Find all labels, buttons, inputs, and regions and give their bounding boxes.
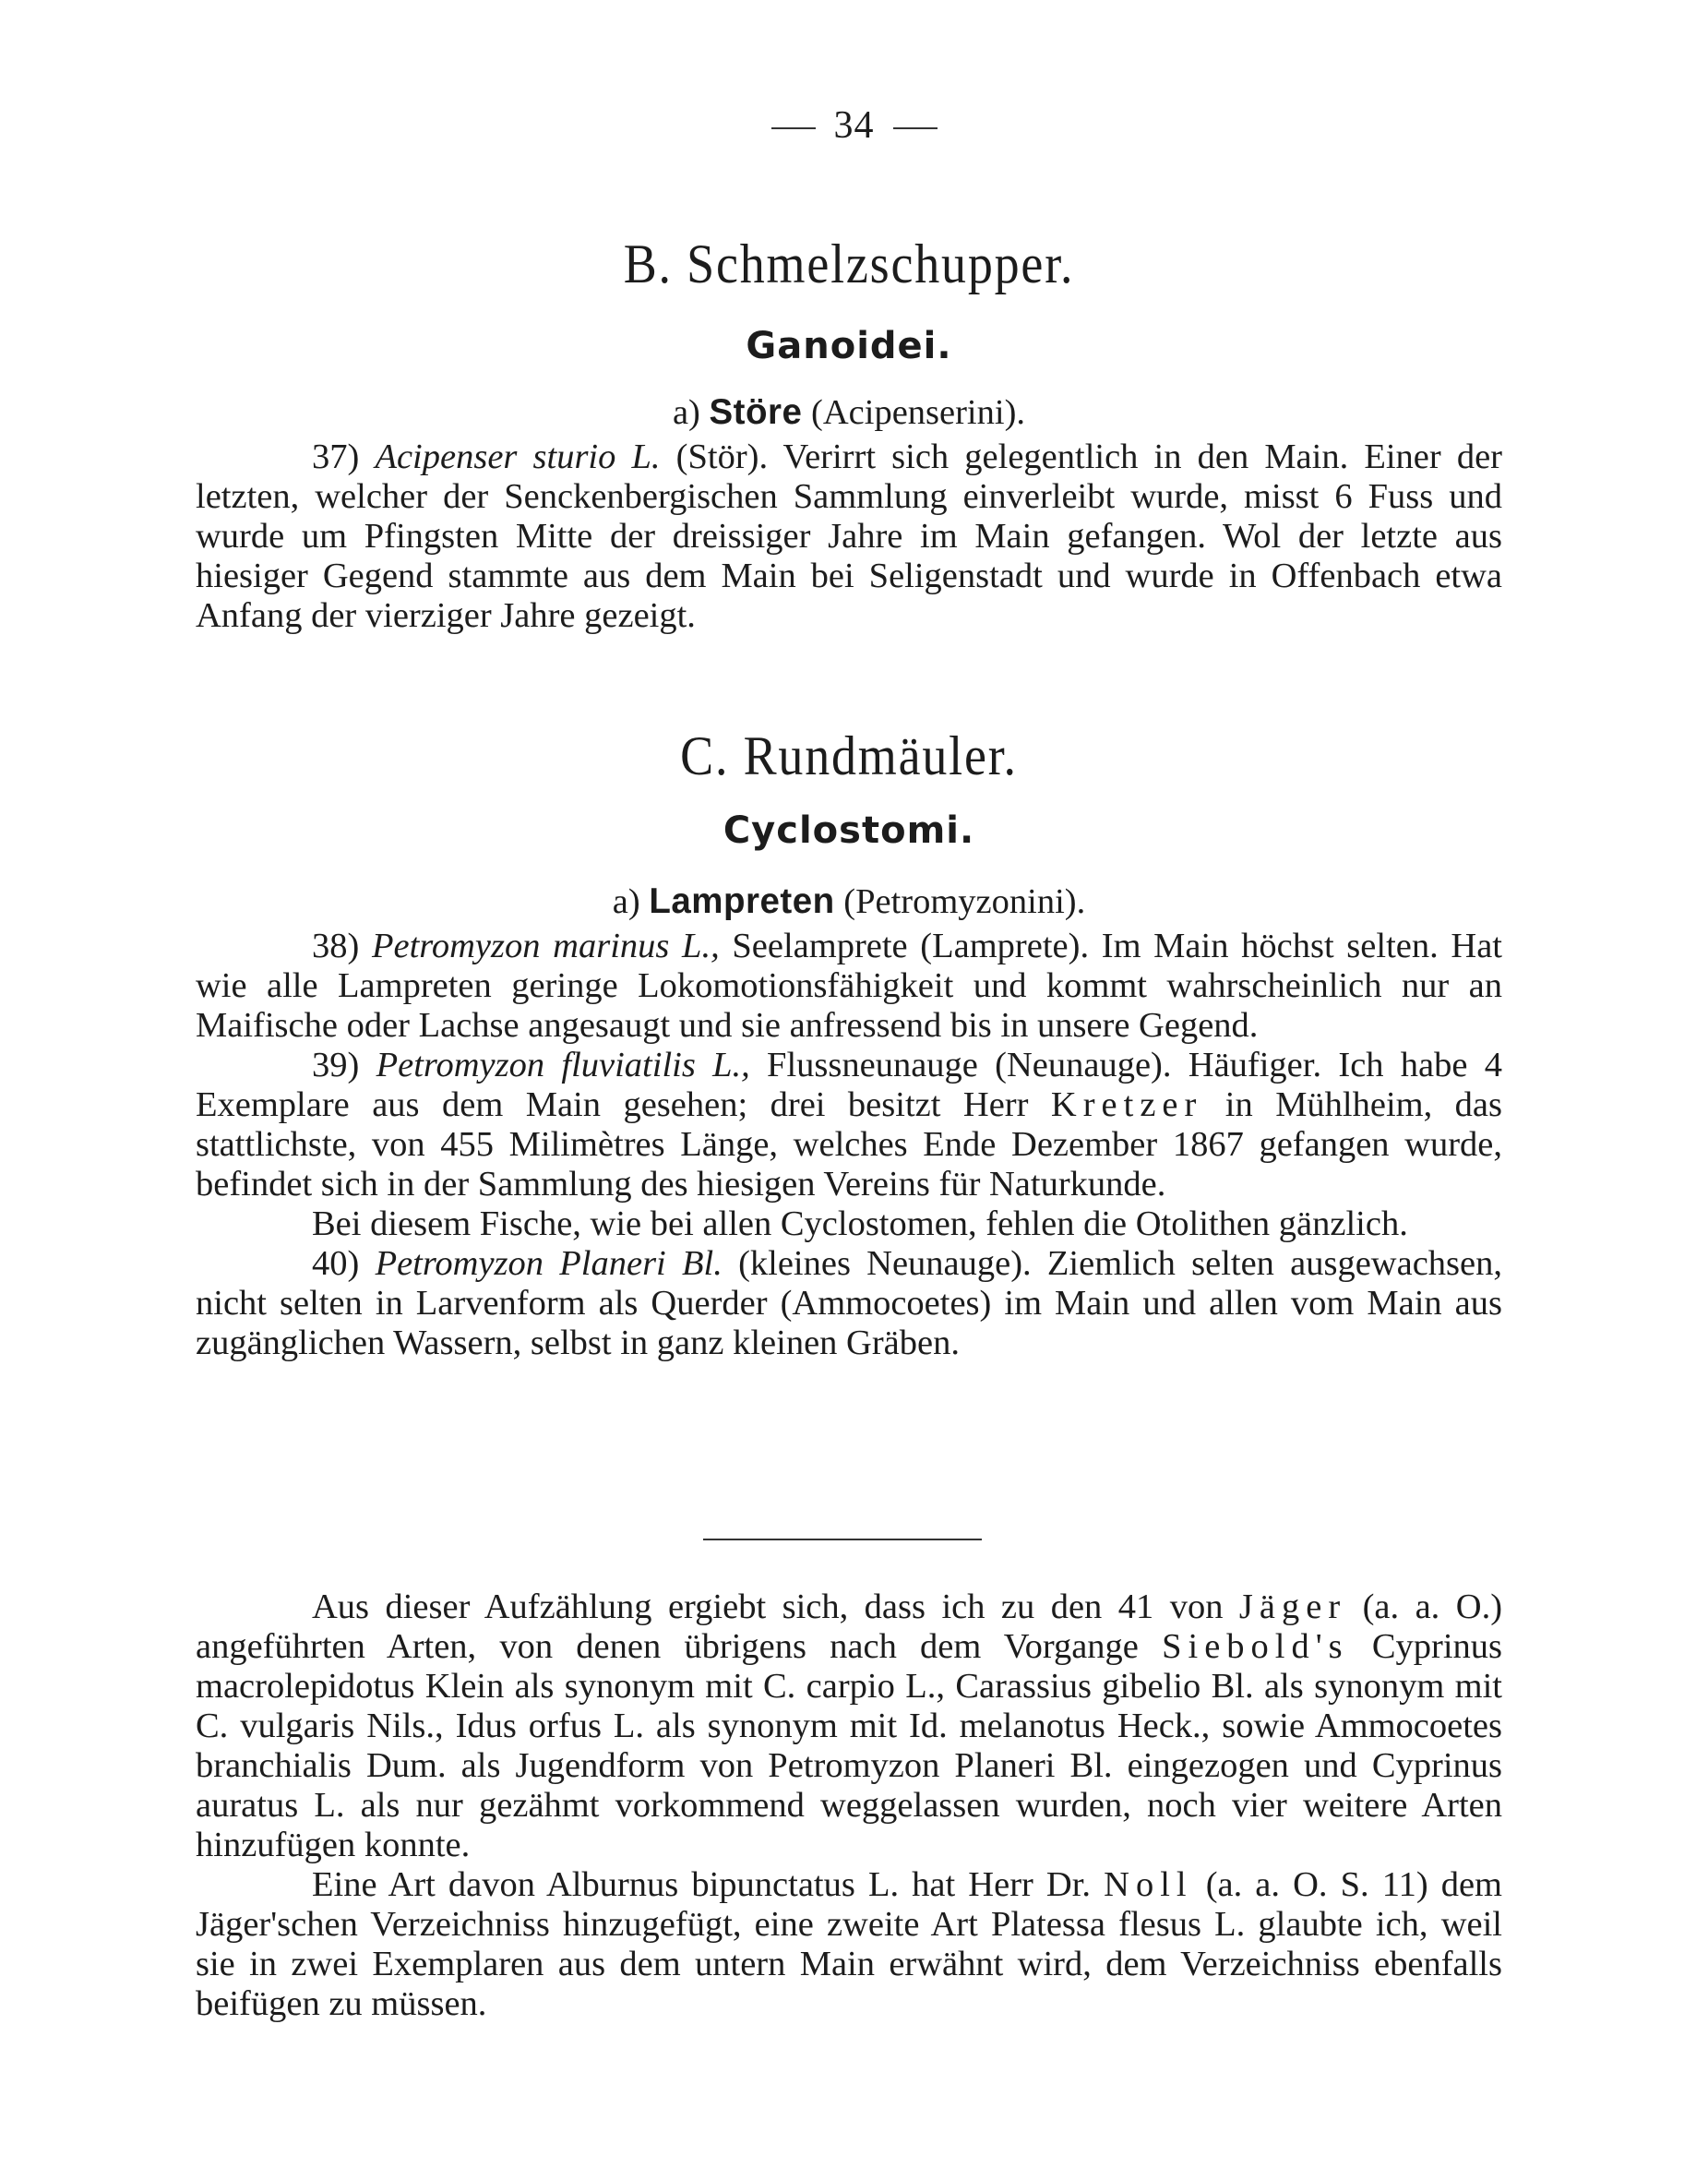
summary bbox=[196, 1587, 1502, 2024]
family-letter: a) bbox=[672, 393, 700, 432]
family-name: Störe bbox=[709, 392, 803, 432]
species-37-entry bbox=[196, 437, 1502, 636]
section-b-subtitle: Ganoidei. bbox=[746, 325, 952, 367]
person-name: Jäger bbox=[1238, 1587, 1347, 1626]
species-number: 38) bbox=[312, 927, 360, 965]
family-heading-lampreten bbox=[196, 881, 1502, 922]
species-number: 37) bbox=[312, 437, 360, 476]
section-divider bbox=[703, 1539, 982, 1540]
species-number: 39) bbox=[312, 1046, 360, 1084]
family-letter: a) bbox=[612, 882, 640, 921]
species-text: (Stör). Verirrt sich gelegentlich in den Main. Einer der letzten, welcher der Senckenbergischen Sammlung einverleibt wurde, misst 6 Fuss und wurde um Pfingsten Mitte der dreissiger Jahre im Main gefangen. Wol der letzte aus hiesiger Gegend stammte aus dem Main bei Seligenstadt und wurde in Offenbach etwa Anfang der vierziger Jahre gezeigt. bbox=[196, 437, 1502, 635]
person-name: Siebold's bbox=[1162, 1627, 1349, 1666]
family-name: Lampreten bbox=[649, 881, 835, 921]
person-name: Kretzer bbox=[1050, 1085, 1203, 1124]
otolith-note: Bei diesem Fische, wie bei allen Cyclostomen, fehlen die Otolithen gänzlich. bbox=[312, 1204, 1408, 1243]
family-latin: (Acipenserini). bbox=[811, 393, 1026, 432]
species-text: in Mühlheim, das stattlichste, von 455 Milimètres Länge, welches Ende Dezember 1867 gefangen wurde, befindet sich in der Sammlung des hiesigen Vereins für Naturkunde. bbox=[196, 1085, 1503, 1204]
family-latin: (Petromyzonini). bbox=[843, 882, 1086, 921]
page-number-text: 34 bbox=[833, 104, 875, 147]
species-40-entry bbox=[196, 1244, 1502, 1363]
dash-left bbox=[771, 127, 816, 129]
summary-paragraph-1 bbox=[196, 1587, 1502, 1865]
summary-text: Aus dieser Aufzählung ergiebt sich, dass ich zu den 41 von bbox=[312, 1587, 1224, 1626]
section-b-title: B. Schmelzschupper. bbox=[623, 234, 1075, 294]
summary-text: Eine Art davon Alburnus bipunctatus L. hat Herr Dr. bbox=[312, 1865, 1092, 1904]
dash-right bbox=[893, 127, 938, 129]
section-c-entries bbox=[196, 927, 1502, 1363]
species-name: Petromyzon fluviatilis L., bbox=[376, 1046, 750, 1084]
species-text: (kleines Neunauge). Ziemlich selten ausgewachsen, nicht selten in Larvenform als Querder (Ammocoetes) im Main und allen vom Main aus zugänglichen Wassern, selbst in ganz kleinen Gräben. bbox=[196, 1244, 1502, 1362]
person-name: Noll bbox=[1104, 1865, 1193, 1904]
species-number: 40) bbox=[312, 1244, 360, 1283]
species-text: Seelamprete (Lamprete). Im Main höchst selten. Hat wie alle Lampreten geringe Lokomotionsfähigkeit und kommt wahrscheinlich nur an Maifische oder Lachse angesaugt und sie anfressend bis in unsere Gegend. bbox=[196, 927, 1502, 1045]
summary-text: (a. a. O. S. 11) dem Jäger'schen Verzeichniss hinzugefügt, eine zweite Art Platessa flesus L. glaubte ich, weil sie in zwei Exemplaren aus dem untern Main erwähnt wird, dem Verzeichniss ebenfalls beifügen zu müssen. bbox=[196, 1865, 1503, 2023]
species-name: Petromyzon marinus L., bbox=[372, 927, 720, 965]
species-text: Flussneunauge (Neunauge). Häufiger. Ich habe 4 Exemplare aus dem Main gesehen; drei besitzt Herr bbox=[196, 1046, 1503, 1124]
species-name: Acipenser sturio L. bbox=[375, 437, 661, 476]
page-number bbox=[0, 103, 1708, 148]
section-c-title: C. Rundmäuler. bbox=[680, 725, 1018, 786]
section-c-subtitle: Cyclostomi. bbox=[723, 809, 975, 852]
species-38-entry bbox=[196, 927, 1502, 1046]
summary-text: Cyprinus macrolepidotus Klein als synonym mit C. carpio L., Carassius gibelio Bl. als synonym mit C. vulgaris Nils., Idus orfus L. als synonym mit Id. melanotus Heck., sowie Ammocoetes branchialis Dum. als Jugendform von Petromyzon Planeri Bl. eingezogen und Cyprinus auratus L. als nur gezähmt vorkommend weggelassen wurden, noch vier weitere Arten hinzufügen konnte. bbox=[196, 1627, 1503, 1864]
species-name: Petromyzon Planeri Bl. bbox=[375, 1244, 723, 1283]
summary-paragraph-2 bbox=[196, 1865, 1502, 2024]
species-39-entry bbox=[196, 1046, 1502, 1204]
family-heading-stoere bbox=[196, 392, 1502, 433]
summary-text: (a. a. O.) angeführten Arten, von denen übrigens nach dem Vorgange bbox=[196, 1587, 1503, 1666]
